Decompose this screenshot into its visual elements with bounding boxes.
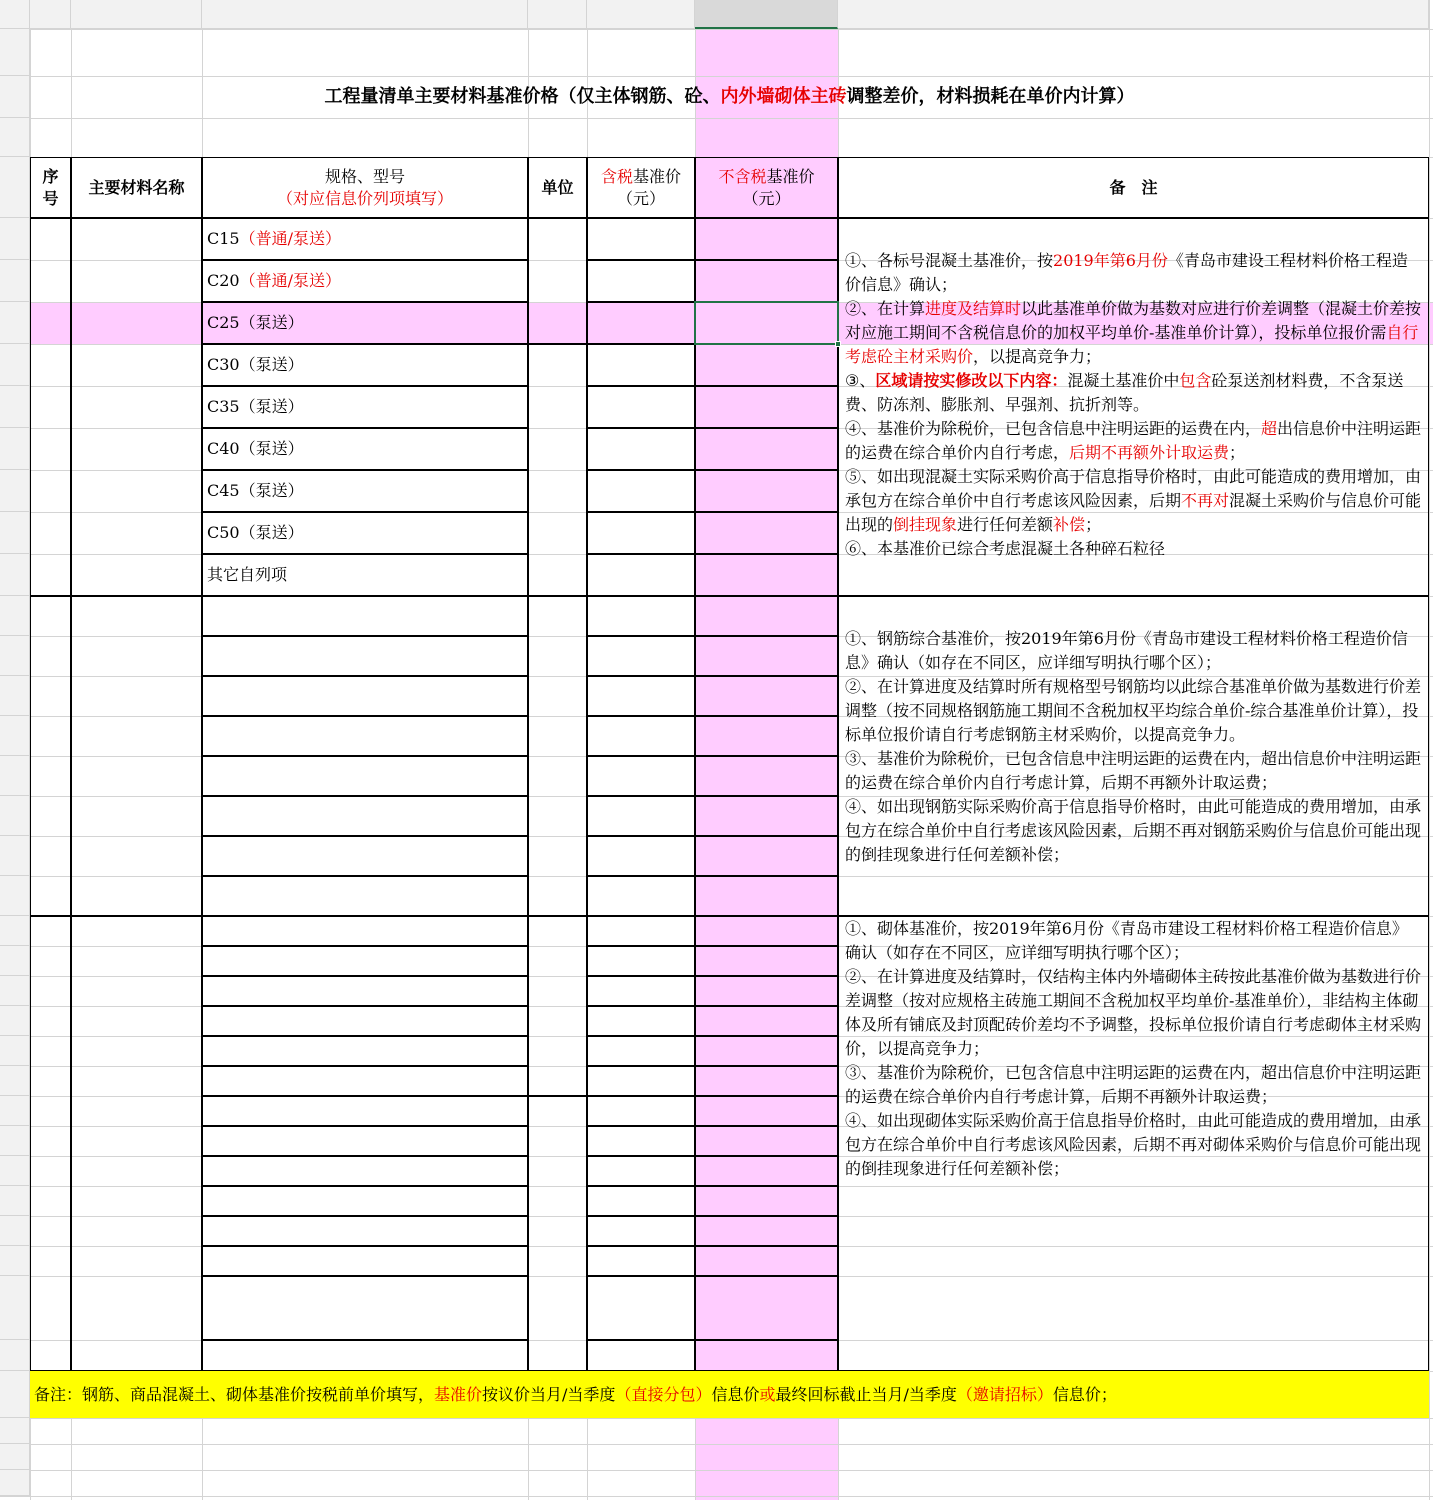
tax-incl-price-cell[interactable] <box>587 946 695 976</box>
tax-incl-price-cell[interactable] <box>587 1036 695 1066</box>
text-run: ； <box>1229 443 1246 462</box>
table-header-unit <box>528 157 587 218</box>
header-line <box>1109 177 1157 199</box>
concrete-notes <box>838 218 1429 596</box>
text-run: 内外墙砌体主砖 <box>720 86 847 107</box>
spec-cell[interactable] <box>202 676 528 716</box>
gridline-h <box>0 1444 1433 1445</box>
tax-excl-price-cell[interactable] <box>695 756 838 796</box>
tax-incl-price-cell[interactable] <box>587 512 695 554</box>
column-header-f[interactable] <box>695 0 838 29</box>
row-header-13[interactable] <box>0 554 30 596</box>
text-run: ②、在计算 <box>845 299 926 318</box>
row-header-11[interactable] <box>0 470 30 512</box>
text-run: C40（泵送） <box>207 439 304 458</box>
text-run: 工程量清单主要材料基准价格（仅主体钢筋、砼、 <box>324 86 721 107</box>
tax-excl-price-cell[interactable] <box>695 1036 838 1066</box>
text-run: （元） <box>616 188 665 208</box>
note-paragraph: ②、在计算进度及结算时，仅结构主体内外墙砌体主砖按此基准价做为基数进行价差调整（按对应规格主砖施工期间不含税加权平均单价-基准单价），非结构主体砌体及所有铺底及封顶配砖价差均不予调整，投标单位报价请自行考虑砌体主材采购价，以提高竞争力； <box>845 967 1422 1058</box>
text-run: 出信息价中注明运距的运费在综合单价内自行考虑， <box>845 419 1422 462</box>
tax-incl-price-cell[interactable] <box>587 1216 695 1246</box>
spec-cell[interactable] <box>202 1156 528 1186</box>
row-header-33[interactable] <box>0 1246 30 1276</box>
text-run: 不含税 <box>718 166 767 186</box>
note-paragraph: ④、如出现钢筋实际采购价高于信息指导价格时，由此可能造成的费用增加，由承包方在综合单价中自行考虑该风险因素，后期不再对钢筋采购价与信息价可能出现的倒挂现象进行任何差额补偿； <box>845 797 1422 864</box>
spec-cell[interactable] <box>202 716 528 756</box>
note-paragraph: ②、在计算进度及结算时所有规格型号钢筋均以此综合基准单价做为基数进行价差调整（按不同规格钢筋施工期间不含税加权平均综合单价-综合基准单价计算），投标单位报价请自行考虑钢筋主材采购价，以提高竞争力。 <box>845 677 1422 744</box>
tax-excl-price-cell[interactable] <box>695 260 838 302</box>
tax-excl-price-cell[interactable] <box>695 1216 838 1246</box>
text-run: ⑤、如出现混凝土实际采购价高于信息指导价格时，由此可能造成的费用增加，由承包方在综合单价中自行考虑该风险因素，后期 <box>845 467 1422 510</box>
text-run: 进行任何差额 <box>957 515 1054 534</box>
text-run: 包含 <box>1179 371 1212 390</box>
text-run: C25（泵送） <box>207 313 304 332</box>
note-paragraph <box>845 417 1422 465</box>
tax-excl-price-cell[interactable] <box>695 218 838 260</box>
tax-excl-price-cell[interactable] <box>695 470 838 512</box>
row-header-21[interactable] <box>0 876 30 916</box>
tax-incl-price-cell[interactable] <box>587 1340 695 1371</box>
tax-incl-price-cell[interactable] <box>587 676 695 716</box>
tax-excl-price-cell[interactable] <box>695 876 838 916</box>
tax-excl-price-cell[interactable] <box>695 1096 838 1126</box>
text-run: （元） <box>742 188 791 208</box>
text-run: ④、基准价为除税价，已包含信息中注明运距的运费在内， <box>845 419 1262 438</box>
text-run: C20 <box>207 271 240 290</box>
tax-incl-price-cell[interactable] <box>587 716 695 756</box>
spec-cell[interactable] <box>202 1066 528 1096</box>
row-header-25[interactable] <box>0 1006 30 1036</box>
tax-incl-price-cell[interactable] <box>587 916 695 946</box>
text-run: 含税 <box>600 166 633 186</box>
column-header-d[interactable] <box>528 0 587 29</box>
tax-incl-price-cell[interactable] <box>587 756 695 796</box>
row-header-1[interactable] <box>0 29 30 76</box>
row-header-16[interactable] <box>0 676 30 716</box>
tax-excl-price-cell[interactable] <box>695 1276 838 1340</box>
tax-excl-price-cell[interactable] <box>695 1186 838 1216</box>
text-run: 其它自列项 <box>207 565 288 584</box>
spec-cell[interactable] <box>202 1216 528 1246</box>
text-run: 以此基准单价做为基数对应进行价差调整（混凝土价差按对应施工期间不含税信息价的加权平均单价-基准单价计算），投标单位报价需 <box>845 299 1422 342</box>
row-header-34[interactable] <box>0 1276 30 1340</box>
tax-excl-price-cell[interactable] <box>695 836 838 876</box>
selected-cell-f7[interactable] <box>694 301 839 345</box>
text-run: （普通/泵送） <box>239 271 342 290</box>
note-paragraph: ③、基准价为除税价，已包含信息中注明运距的运费在内，超出信息价中注明运距的运费在综合单价内自行考虑计算，后期不再额外计取运费； <box>845 749 1422 792</box>
text-run: 砼泵送剂材料费，不含泵送费、防冻剂、膨胀剂、早强剂、抗折剂等。 <box>845 371 1404 414</box>
spec-cell[interactable] <box>202 512 528 554</box>
spec-cell[interactable] <box>202 796 528 836</box>
row-header-2[interactable] <box>0 76 30 118</box>
text-run: C50（泵送） <box>207 523 304 542</box>
tax-incl-price-cell[interactable] <box>587 260 695 302</box>
tax-incl-price-cell[interactable] <box>587 1186 695 1216</box>
tax-incl-price-cell[interactable] <box>587 470 695 512</box>
text-run: 序 <box>42 166 59 186</box>
header-line <box>718 166 814 188</box>
tax-excl-price-cell[interactable] <box>695 344 838 386</box>
header-line <box>325 166 405 188</box>
tax-incl-price-cell[interactable] <box>587 1126 695 1156</box>
text-run: 最终回标截止当月/当季度 <box>775 1384 957 1404</box>
tax-excl-price-cell[interactable] <box>695 716 838 756</box>
table-header-tax-excl <box>695 157 838 218</box>
header-line <box>42 166 58 188</box>
spec-cell[interactable] <box>202 386 528 428</box>
text-run: 区域请按实修改以下内容： <box>875 371 1068 390</box>
row-header-17[interactable] <box>0 716 30 756</box>
spec-cell[interactable] <box>202 344 528 386</box>
text-run: （邀请招标） <box>956 1384 1053 1404</box>
spec-cell[interactable] <box>202 1096 528 1126</box>
text-run: （对应信息价列项填写） <box>276 188 453 208</box>
text-run: （普通/泵送） <box>239 229 342 248</box>
text-run: 混凝土采购价与信息价可能出现的 <box>845 491 1422 534</box>
table-header-material-name <box>71 157 202 218</box>
tax-incl-price-cell[interactable] <box>587 1006 695 1036</box>
tax-incl-price-cell[interactable] <box>587 386 695 428</box>
tax-excl-price-cell[interactable] <box>695 428 838 470</box>
row-header-23[interactable] <box>0 946 30 976</box>
row-header-9[interactable] <box>0 386 30 428</box>
row-header-3[interactable] <box>0 118 30 157</box>
text-run: 备注：钢筋、商品混凝土、砌体基准价按税前单价填写， <box>34 1384 435 1404</box>
spec-cell[interactable] <box>202 1126 528 1156</box>
spec-cell[interactable] <box>202 1186 528 1216</box>
note-paragraph <box>845 537 1422 561</box>
row-header-18[interactable] <box>0 756 30 796</box>
column-header-e[interactable] <box>587 0 695 29</box>
header-line <box>42 188 58 210</box>
unit-cell-concrete <box>528 218 587 344</box>
column-header-c[interactable] <box>202 0 528 29</box>
header-line <box>601 166 681 188</box>
tax-incl-price-cell[interactable] <box>587 344 695 386</box>
text-run: 号 <box>42 188 59 208</box>
row-header-38[interactable] <box>0 1444 30 1470</box>
table-header-seq <box>30 157 71 218</box>
text-run: 备 注 <box>1109 177 1158 197</box>
spec-cell[interactable] <box>202 1276 528 1340</box>
text-run: ⑥、本基准价已综合考虑混凝土各种碎石粒径 <box>845 539 1166 558</box>
spec-cell[interactable] <box>202 756 528 796</box>
gridline-h <box>0 1496 1433 1497</box>
spec-cell[interactable] <box>202 218 528 260</box>
tax-excl-price-cell[interactable] <box>695 596 838 636</box>
gridline-v <box>1429 0 1430 1500</box>
row-header-32[interactable] <box>0 1216 30 1246</box>
row-header-27[interactable] <box>0 1066 30 1096</box>
tax-incl-price-cell[interactable] <box>587 428 695 470</box>
column-header-g[interactable] <box>838 0 1429 29</box>
text-run: 后期不再额外计取运费 <box>1069 443 1230 462</box>
tax-incl-price-cell[interactable] <box>587 218 695 260</box>
row-header-4[interactable] <box>0 157 30 218</box>
tax-incl-price-cell[interactable] <box>587 554 695 596</box>
row-header-14[interactable] <box>0 596 30 636</box>
project-name <box>30 118 1429 157</box>
text-run: ； <box>1085 515 1102 534</box>
row-header-12[interactable] <box>0 512 30 554</box>
unit-cell-concrete <box>528 344 587 596</box>
tax-incl-price-cell[interactable] <box>587 836 695 876</box>
note-paragraph: ④、如出现砌体实际采购价高于信息指导价格时，由此可能造成的费用增加，由承包方在综合单价中自行考虑该风险因素，后期不再对砌体采购价与信息价可能出现的倒挂现象进行任何差额补偿； <box>845 1111 1422 1178</box>
tax-excl-price-cell[interactable] <box>695 1006 838 1036</box>
header-line <box>742 188 790 210</box>
row-header-10[interactable] <box>0 428 30 470</box>
spec-cell[interactable] <box>202 1006 528 1036</box>
row-header-26[interactable] <box>0 1036 30 1066</box>
rebar-notes <box>838 596 1429 916</box>
row-header-30[interactable] <box>0 1156 30 1186</box>
group-name-rebar <box>71 596 202 916</box>
header-line <box>541 177 573 199</box>
row-header-19[interactable] <box>0 796 30 836</box>
column-header-b[interactable] <box>71 0 202 29</box>
note-paragraph <box>845 249 1422 297</box>
tax-excl-price-cell[interactable] <box>695 676 838 716</box>
row-header-36[interactable] <box>0 1371 30 1418</box>
row-header-15[interactable] <box>0 636 30 676</box>
spec-cell[interactable] <box>202 836 528 876</box>
tax-excl-price-cell[interactable] <box>695 1156 838 1186</box>
text-run: 规格、型号 <box>324 166 405 186</box>
text-run: 《青岛市建设工程材料价格工程造价信息》确认； <box>845 251 1408 294</box>
row-header-5[interactable] <box>0 218 30 260</box>
row-header-22[interactable] <box>0 916 30 946</box>
spec-cell[interactable] <box>202 876 528 916</box>
spec-cell[interactable] <box>202 470 528 512</box>
tax-incl-price-cell[interactable] <box>587 876 695 916</box>
tax-excl-price-cell[interactable] <box>695 1340 838 1371</box>
text-run: 基准价 <box>633 166 682 186</box>
tax-excl-price-cell[interactable] <box>695 386 838 428</box>
corner-select-all[interactable] <box>0 0 30 29</box>
row-header-29[interactable] <box>0 1126 30 1156</box>
gridline-h <box>0 1470 1433 1471</box>
table-header-tax-incl <box>587 157 695 218</box>
header-line <box>617 188 665 210</box>
text-run: 超 <box>1261 419 1278 438</box>
text-run: C15 <box>207 229 240 248</box>
text-run: 基准价 <box>434 1384 483 1404</box>
row-header-37[interactable] <box>0 1418 30 1444</box>
text-run: C45（泵送） <box>207 481 304 500</box>
unit-cell-rebar <box>528 596 587 916</box>
group-seq-concrete <box>30 218 71 596</box>
text-run: （直接分包） <box>615 1384 712 1404</box>
table-header-remarks <box>838 157 1429 218</box>
tax-excl-price-cell[interactable] <box>695 512 838 554</box>
tax-excl-price-cell[interactable] <box>695 1246 838 1276</box>
spec-cell[interactable] <box>202 1036 528 1066</box>
header-line <box>88 177 184 199</box>
note-paragraph: ①、钢筋综合基准价，按2019年第6月份《青岛市建设工程材料价格工程造价信息》确认（如存在不同区，应详细写明执行哪个区）； <box>845 629 1408 672</box>
tax-incl-price-cell[interactable] <box>587 636 695 676</box>
text-run: 调整差价，材料损耗在单价内计算） <box>846 86 1135 107</box>
text-run: 倒挂现象 <box>893 515 958 534</box>
spec-cell[interactable] <box>202 636 528 676</box>
text-run: C30（泵送） <box>207 355 304 374</box>
tax-excl-price-cell[interactable] <box>695 946 838 976</box>
spec-cell[interactable] <box>202 916 528 946</box>
text-run: 不再对 <box>1181 491 1230 510</box>
sheet-title <box>30 76 1429 118</box>
text-run: 主要材料名称 <box>88 177 185 197</box>
group-name-masonry <box>71 916 202 1371</box>
form-title <box>1100 29 1300 76</box>
tax-incl-price-cell[interactable] <box>587 1156 695 1186</box>
spec-cell[interactable] <box>202 1340 528 1371</box>
spec-cell[interactable] <box>202 976 528 1006</box>
tax-incl-price-cell[interactable] <box>587 1096 695 1126</box>
tax-excl-price-cell[interactable] <box>695 976 838 1006</box>
fill-handle[interactable] <box>835 341 841 347</box>
unit-cell-masonry <box>528 1096 587 1371</box>
tax-incl-price-cell[interactable] <box>587 796 695 836</box>
text-run: 信息价； <box>1052 1384 1117 1404</box>
tax-incl-price-cell[interactable] <box>587 596 695 636</box>
tax-excl-price-cell[interactable] <box>695 916 838 946</box>
note-paragraph <box>845 369 1422 417</box>
header-line <box>277 188 453 210</box>
attachment-label <box>1320 29 1430 76</box>
tax-incl-price-cell[interactable] <box>587 976 695 1006</box>
text-run: 信息价 <box>711 1384 760 1404</box>
spec-cell[interactable] <box>202 428 528 470</box>
spec-cell[interactable] <box>202 260 528 302</box>
note-paragraph: ①、砌体基准价，按2019年第6月份《青岛市建设工程材料价格工程造价信息》确认（如存在不同区，应详细写明执行哪个区）； <box>845 919 1408 962</box>
tax-incl-price-cell[interactable] <box>587 302 695 344</box>
text-run: ①、各标号混凝土基准价，按 <box>845 251 1054 270</box>
row-header-7[interactable] <box>0 302 30 344</box>
tax-excl-price-cell[interactable] <box>695 554 838 596</box>
row-header-6[interactable] <box>0 260 30 302</box>
table-header-spec <box>202 157 528 218</box>
tax-incl-price-cell[interactable] <box>587 1276 695 1340</box>
note-paragraph <box>845 297 1422 369</box>
text-run: ，以提高竞争力； <box>973 347 1102 366</box>
spec-cell[interactable] <box>202 946 528 976</box>
tax-excl-price-cell[interactable] <box>695 1066 838 1096</box>
row-header-20[interactable] <box>0 836 30 876</box>
tax-excl-price-cell[interactable] <box>695 796 838 836</box>
column-header-a[interactable] <box>30 0 71 29</box>
text-run: 或 <box>759 1384 776 1404</box>
tax-excl-price-cell[interactable] <box>695 1126 838 1156</box>
row-header-31[interactable] <box>0 1186 30 1216</box>
group-seq-rebar <box>30 596 71 916</box>
group-name-concrete <box>71 218 202 596</box>
row-header-39[interactable] <box>0 1470 30 1496</box>
row-header-28[interactable] <box>0 1096 30 1126</box>
note-paragraph <box>845 465 1422 537</box>
row-header-8[interactable] <box>0 344 30 386</box>
spec-cell[interactable] <box>202 554 528 596</box>
text-run: 补偿 <box>1053 515 1086 534</box>
text-run: C35（泵送） <box>207 397 304 416</box>
unit-cell-masonry <box>528 916 587 1096</box>
text-run: 基准价 <box>766 166 815 186</box>
text-run: 按议价当月/当季度 <box>482 1384 616 1404</box>
text-run: 单位 <box>541 177 574 197</box>
spec-cell[interactable] <box>202 1246 528 1276</box>
spec-cell[interactable] <box>202 596 528 636</box>
text-run: 自行考虑砼主材采购价 <box>845 323 1419 366</box>
gridline-h <box>0 1418 1433 1419</box>
spec-cell[interactable] <box>202 302 528 344</box>
note-paragraph: ③、基准价为除税价，已包含信息中注明运距的运费在内，超出信息价中注明运距的运费在综合单价内自行考虑计算，后期不再额外计取运费； <box>845 1063 1422 1106</box>
row-header-24[interactable] <box>0 976 30 1006</box>
tax-incl-price-cell[interactable] <box>587 1246 695 1276</box>
group-seq-masonry <box>30 916 71 1371</box>
tax-excl-price-cell[interactable] <box>695 636 838 676</box>
text-run: 混凝土基准价中 <box>1067 371 1180 390</box>
row-header-35[interactable] <box>0 1340 30 1371</box>
text-run: 进度及结算时 <box>925 299 1022 318</box>
text-run: ③、 <box>845 371 876 390</box>
text-run: 2019年第6月份 <box>1053 251 1168 270</box>
masonry-notes <box>838 916 1429 1371</box>
footer-note <box>30 1371 1429 1418</box>
tax-incl-price-cell[interactable] <box>587 1066 695 1096</box>
